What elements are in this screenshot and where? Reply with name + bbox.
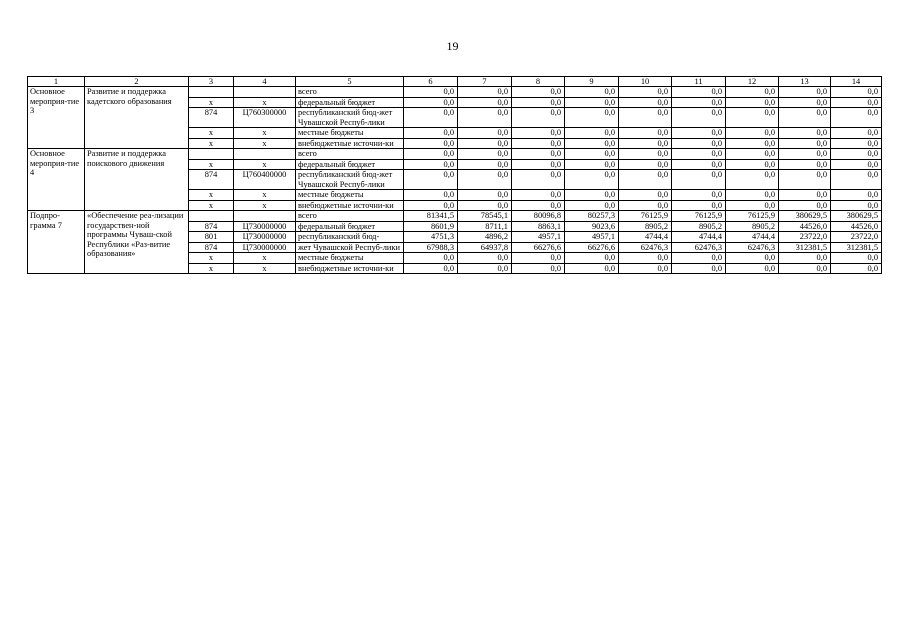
value-cell: 0,0 — [672, 97, 726, 108]
value-cell: 0,0 — [565, 200, 619, 211]
value-cell: 0,0 — [619, 87, 672, 98]
column-header-1: 1 — [28, 77, 85, 87]
value-cell: 0,0 — [831, 263, 882, 274]
value-cell: 0,0 — [458, 128, 512, 139]
value-cell: 0,0 — [619, 128, 672, 139]
value-cell: 0,0 — [726, 108, 779, 128]
funding-source-cell: республиканский бюд-жет Чувашской Респуб-лики — [296, 170, 404, 190]
program-description-cell: Развитие и поддержка кадетского образования — [85, 87, 189, 149]
value-cell: 0,0 — [726, 159, 779, 170]
value-cell: 0,0 — [565, 97, 619, 108]
value-cell: 0,0 — [458, 200, 512, 211]
classification-code-cell — [234, 211, 296, 222]
value-cell: 0,0 — [726, 149, 779, 160]
value-cell: 0,0 — [672, 87, 726, 98]
value-cell: 0,0 — [779, 108, 831, 128]
value-cell: 0,0 — [831, 128, 882, 139]
value-cell: 0,0 — [458, 190, 512, 201]
value-cell: 0,0 — [565, 149, 619, 160]
classification-code-cell: x — [234, 128, 296, 139]
value-cell: 312381,5 — [831, 242, 882, 253]
value-cell: 0,0 — [565, 128, 619, 139]
admin-code-cell: x — [189, 159, 234, 170]
admin-code-cell — [189, 149, 234, 160]
value-cell: 0,0 — [565, 87, 619, 98]
value-cell: 380629,5 — [779, 211, 831, 222]
value-cell: 0,0 — [565, 263, 619, 274]
column-header-11: 11 — [672, 77, 726, 87]
admin-code-cell: x — [189, 253, 234, 264]
value-cell: 0,0 — [672, 159, 726, 170]
value-cell: 0,0 — [619, 138, 672, 149]
funding-source-cell: республиканский бюд-жет Чувашской Респуб-лики — [296, 108, 404, 128]
value-cell: 0,0 — [512, 200, 565, 211]
admin-code-cell: x — [189, 263, 234, 274]
admin-code-cell: x — [189, 138, 234, 149]
value-cell: 0,0 — [619, 149, 672, 160]
funding-source-cell: всего — [296, 211, 404, 222]
value-cell: 0,0 — [458, 138, 512, 149]
value-cell: 0,0 — [779, 128, 831, 139]
value-cell: 0,0 — [726, 263, 779, 274]
value-cell: 0,0 — [831, 159, 882, 170]
value-cell: 0,0 — [779, 149, 831, 160]
value-cell: 62476,3 — [726, 242, 779, 253]
table-row — [28, 149, 882, 160]
value-cell: 0,0 — [619, 97, 672, 108]
value-cell: 44526,0 — [779, 221, 831, 232]
value-cell: 0,0 — [512, 190, 565, 201]
classification-code-cell: Ц760300000 — [234, 108, 296, 128]
classification-code-cell — [234, 87, 296, 98]
program-description-cell: Развитие и поддержка поискового движения — [85, 149, 189, 211]
value-cell: 0,0 — [619, 170, 672, 190]
value-cell: 0,0 — [672, 108, 726, 128]
classification-code-cell: Ц730000000 — [234, 221, 296, 232]
program-name-cell: Основное мероприя-тие 3 — [28, 87, 85, 149]
funding-source-cell: федеральный бюджет — [296, 159, 404, 170]
value-cell: 4957,1 — [512, 232, 565, 243]
classification-code-cell: x — [234, 253, 296, 264]
value-cell: 0,0 — [831, 253, 882, 264]
column-header-8: 8 — [512, 77, 565, 87]
classification-code-cell: x — [234, 190, 296, 201]
value-cell: 0,0 — [404, 128, 458, 139]
program-name-cell: Основное мероприя-тие 4 — [28, 149, 85, 211]
classification-code-cell: x — [234, 263, 296, 274]
value-cell: 0,0 — [672, 263, 726, 274]
value-cell: 0,0 — [565, 190, 619, 201]
value-cell: 380629,5 — [831, 211, 882, 222]
header-row — [28, 77, 882, 87]
table-row — [28, 87, 882, 98]
value-cell: 0,0 — [512, 108, 565, 128]
admin-code-cell: x — [189, 190, 234, 201]
value-cell: 0,0 — [726, 128, 779, 139]
table-body — [28, 77, 882, 274]
classification-code-cell: Ц730000000 — [234, 232, 296, 243]
value-cell: 0,0 — [831, 87, 882, 98]
value-cell: 8863,1 — [512, 221, 565, 232]
value-cell: 0,0 — [779, 170, 831, 190]
funding-source-cell: местные бюджеты — [296, 253, 404, 264]
classification-code-cell: Ц760400000 — [234, 170, 296, 190]
value-cell: 0,0 — [512, 263, 565, 274]
classification-code-cell: x — [234, 200, 296, 211]
value-cell: 0,0 — [831, 149, 882, 160]
value-cell: 0,0 — [512, 87, 565, 98]
value-cell: 66276,6 — [565, 242, 619, 253]
value-cell: 0,0 — [404, 170, 458, 190]
admin-code-cell: 801 — [189, 232, 234, 243]
budget-table — [27, 76, 882, 274]
value-cell: 0,0 — [831, 190, 882, 201]
value-cell: 0,0 — [565, 108, 619, 128]
value-cell: 0,0 — [779, 200, 831, 211]
program-description-cell: «Обеспечение реа-лизации государствен-ной программы Чуваш-ской Республики «Раз-витие образования» — [85, 211, 189, 274]
classification-code-cell — [234, 149, 296, 160]
value-cell: 0,0 — [404, 253, 458, 264]
value-cell: 0,0 — [404, 87, 458, 98]
value-cell: 0,0 — [565, 170, 619, 190]
value-cell: 0,0 — [619, 108, 672, 128]
value-cell: 0,0 — [672, 128, 726, 139]
value-cell: 4744,4 — [726, 232, 779, 243]
value-cell: 0,0 — [404, 97, 458, 108]
value-cell: 8905,2 — [619, 221, 672, 232]
value-cell: 0,0 — [726, 253, 779, 264]
value-cell: 0,0 — [404, 138, 458, 149]
value-cell: 0,0 — [726, 190, 779, 201]
value-cell: 0,0 — [565, 138, 619, 149]
value-cell: 0,0 — [779, 253, 831, 264]
value-cell: 0,0 — [404, 159, 458, 170]
funding-source-cell: внебюджетные источни-ки — [296, 200, 404, 211]
value-cell: 0,0 — [458, 253, 512, 264]
value-cell: 0,0 — [779, 263, 831, 274]
value-cell: 67988,3 — [404, 242, 458, 253]
value-cell: 78545,1 — [458, 211, 512, 222]
value-cell: 0,0 — [779, 97, 831, 108]
value-cell: 0,0 — [512, 128, 565, 139]
value-cell: 0,0 — [672, 138, 726, 149]
column-header-13: 13 — [779, 77, 831, 87]
value-cell: 62476,3 — [672, 242, 726, 253]
admin-code-cell: x — [189, 97, 234, 108]
column-header-2: 2 — [85, 77, 189, 87]
funding-source-cell: федеральный бюджет — [296, 97, 404, 108]
funding-source-cell: всего — [296, 149, 404, 160]
value-cell: 0,0 — [458, 97, 512, 108]
column-header-7: 7 — [458, 77, 512, 87]
value-cell: 0,0 — [619, 200, 672, 211]
value-cell: 23722,0 — [779, 232, 831, 243]
value-cell: 0,0 — [831, 200, 882, 211]
value-cell: 0,0 — [779, 159, 831, 170]
value-cell: 8905,2 — [672, 221, 726, 232]
value-cell: 0,0 — [726, 170, 779, 190]
value-cell: 64937,8 — [458, 242, 512, 253]
value-cell: 0,0 — [672, 200, 726, 211]
page-number: 19 — [446, 39, 459, 53]
funding-source-cell: федеральный бюджет — [296, 221, 404, 232]
value-cell: 44526,0 — [831, 221, 882, 232]
value-cell: 0,0 — [672, 149, 726, 160]
value-cell: 0,0 — [619, 253, 672, 264]
value-cell: 0,0 — [726, 87, 779, 98]
value-cell: 0,0 — [831, 97, 882, 108]
column-header-6: 6 — [404, 77, 458, 87]
value-cell: 4744,4 — [672, 232, 726, 243]
value-cell: 0,0 — [672, 190, 726, 201]
value-cell: 0,0 — [672, 170, 726, 190]
value-cell: 0,0 — [458, 108, 512, 128]
classification-code-cell: x — [234, 97, 296, 108]
value-cell: 4744,4 — [619, 232, 672, 243]
value-cell: 0,0 — [512, 138, 565, 149]
value-cell: 0,0 — [404, 108, 458, 128]
value-cell: 0,0 — [779, 138, 831, 149]
value-cell: 0,0 — [512, 149, 565, 160]
value-cell: 81341,5 — [404, 211, 458, 222]
value-cell: 0,0 — [726, 200, 779, 211]
funding-source-cell: местные бюджеты — [296, 190, 404, 201]
value-cell: 0,0 — [512, 159, 565, 170]
value-cell: 0,0 — [831, 108, 882, 128]
classification-code-cell: x — [234, 138, 296, 149]
value-cell: 0,0 — [512, 170, 565, 190]
admin-code-cell: x — [189, 128, 234, 139]
column-header-14: 14 — [831, 77, 882, 87]
value-cell: 312381,5 — [779, 242, 831, 253]
value-cell: 23722,0 — [831, 232, 882, 243]
value-cell: 0,0 — [404, 190, 458, 201]
value-cell: 8601,9 — [404, 221, 458, 232]
funding-source-cell: внебюджетные источни-ки — [296, 138, 404, 149]
value-cell: 76125,9 — [672, 211, 726, 222]
value-cell: 0,0 — [726, 97, 779, 108]
value-cell: 0,0 — [831, 138, 882, 149]
value-cell: 0,0 — [779, 87, 831, 98]
value-cell: 0,0 — [672, 253, 726, 264]
value-cell: 0,0 — [619, 263, 672, 274]
value-cell: 0,0 — [512, 253, 565, 264]
value-cell: 0,0 — [404, 200, 458, 211]
value-cell: 4751,3 — [404, 232, 458, 243]
value-cell: 0,0 — [726, 138, 779, 149]
value-cell: 0,0 — [619, 159, 672, 170]
value-cell: 0,0 — [458, 87, 512, 98]
admin-code-cell: 874 — [189, 221, 234, 232]
column-header-5: 5 — [296, 77, 404, 87]
program-name-cell: Подпро-грамма 7 — [28, 211, 85, 274]
value-cell: 0,0 — [458, 170, 512, 190]
admin-code-cell: 874 — [189, 242, 234, 253]
value-cell: 80257,3 — [565, 211, 619, 222]
admin-code-cell: x — [189, 200, 234, 211]
value-cell: 76125,9 — [619, 211, 672, 222]
value-cell: 0,0 — [404, 263, 458, 274]
funding-source-cell: внебюджетные источни-ки — [296, 263, 404, 274]
value-cell: 9023,6 — [565, 221, 619, 232]
value-cell: 0,0 — [619, 190, 672, 201]
classification-code-cell: Ц730000000 — [234, 242, 296, 253]
classification-code-cell: x — [234, 159, 296, 170]
value-cell: 8711,1 — [458, 221, 512, 232]
value-cell: 0,0 — [565, 159, 619, 170]
funding-source-cell: местные бюджеты — [296, 128, 404, 139]
admin-code-cell: 874 — [189, 170, 234, 190]
funding-source-cell: республиканский бюд- — [296, 232, 404, 243]
value-cell: 76125,9 — [726, 211, 779, 222]
funding-source-cell: всего — [296, 87, 404, 98]
value-cell: 0,0 — [404, 149, 458, 160]
column-header-4: 4 — [234, 77, 296, 87]
admin-code-cell — [189, 211, 234, 222]
value-cell: 0,0 — [458, 149, 512, 160]
column-header-9: 9 — [565, 77, 619, 87]
admin-code-cell — [189, 87, 234, 98]
value-cell: 4957,1 — [565, 232, 619, 243]
value-cell: 0,0 — [779, 190, 831, 201]
funding-source-cell: жет Чувашской Респуб-лики — [296, 242, 404, 253]
value-cell: 62476,3 — [619, 242, 672, 253]
value-cell: 66276,6 — [512, 242, 565, 253]
value-cell: 0,0 — [831, 170, 882, 190]
column-header-10: 10 — [619, 77, 672, 87]
value-cell: 0,0 — [458, 159, 512, 170]
value-cell: 8905,2 — [726, 221, 779, 232]
column-header-3: 3 — [189, 77, 234, 87]
value-cell: 0,0 — [458, 263, 512, 274]
value-cell: 0,0 — [565, 253, 619, 264]
column-header-12: 12 — [726, 77, 779, 87]
admin-code-cell: 874 — [189, 108, 234, 128]
table-row — [28, 211, 882, 222]
value-cell: 0,0 — [512, 97, 565, 108]
value-cell: 80096,8 — [512, 211, 565, 222]
value-cell: 4896,2 — [458, 232, 512, 243]
